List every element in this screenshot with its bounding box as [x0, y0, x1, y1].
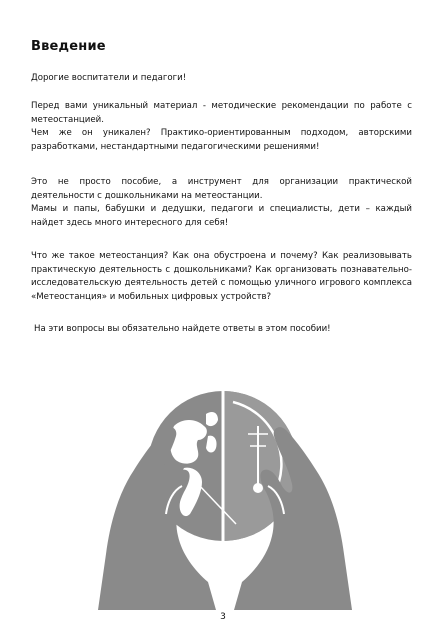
intro-paragraph: Перед вами уникальный материал - методические рекомендации по работе с метеостанцией. Чем же он уникален? Практико-ориентированным подходом, авторскими разработками, нестандартными педагогическими решениями!	[31, 101, 412, 152]
greeting-paragraph: Дорогие воспитатели и педагоги!	[31, 73, 187, 83]
answer-paragraph: На эти вопросы вы обязательно найдете ответы в этом пособии!	[34, 324, 331, 334]
hands-holding-globe-icon	[98, 374, 352, 610]
questions-paragraph: Что же такое метеостанция? Как она обустроена и почему? Как реализовывать практическую деятельность с дошкольниками? Как организовать познавательно-исследовательскую деятельность детей с помощью уличного игрового комплекса «Метеостанция» и мобильных цифровых устройств?	[31, 251, 412, 302]
tool-paragraph: Это не просто пособие, а инструмент для организации практической деятельности с дошкольниками на метеостанции. Мамы и папы, бабушки и дедушки, педагоги и специалисты, дети – каждый найдет здесь много интересного для себя!	[31, 177, 412, 228]
page-title: Введение	[31, 39, 106, 54]
hands-holding-globe-illustration	[98, 374, 352, 610]
page-number: 3	[220, 612, 226, 622]
